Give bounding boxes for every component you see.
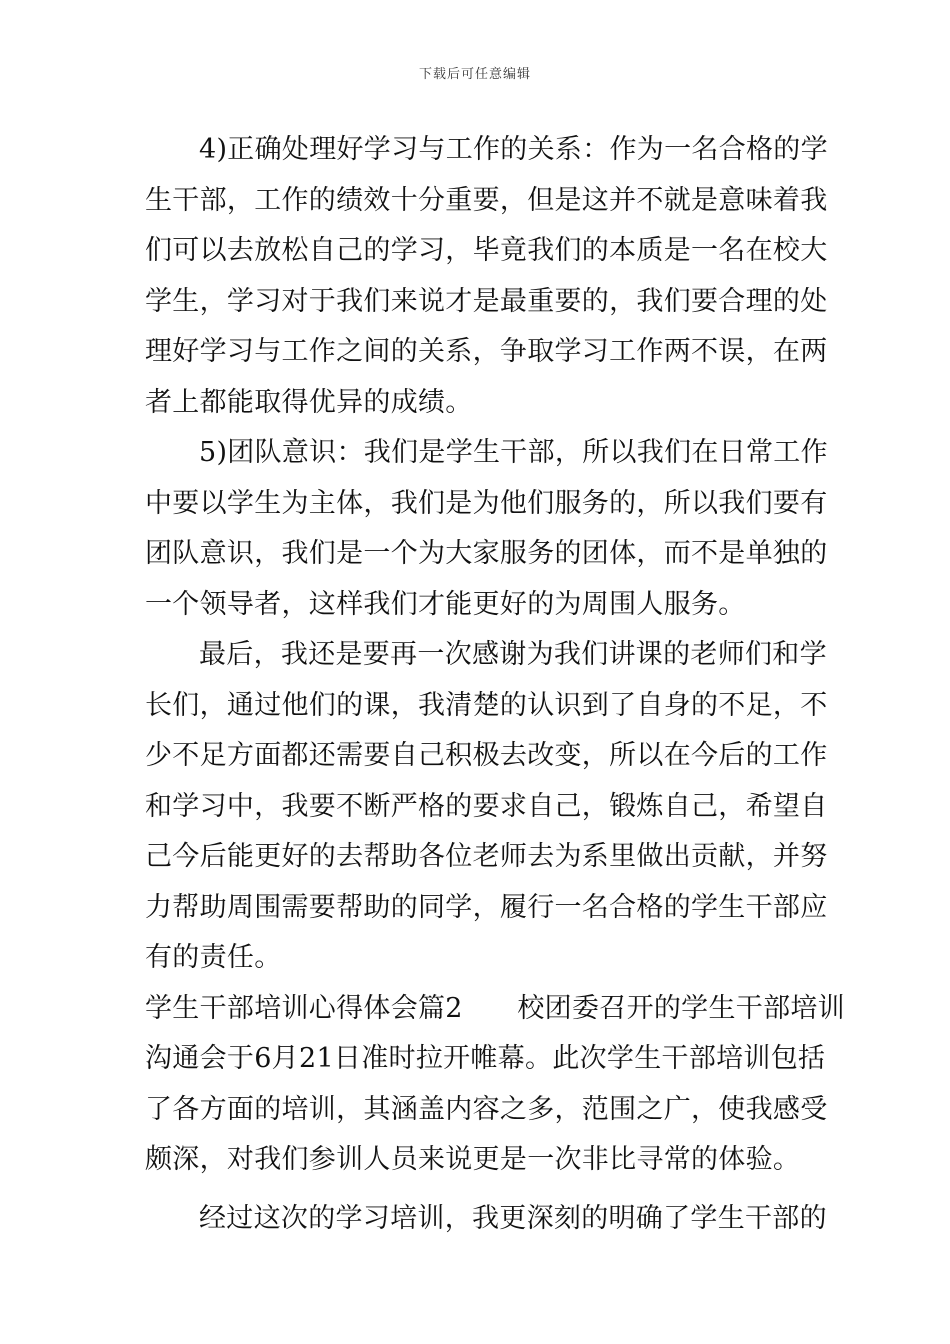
text-line: 们可以去放松自己的学习，毕竟我们的本质是一名在校大 xyxy=(145,235,828,266)
section-heading-line: 学生干部培训心得体会篇2 校团委召开的学生干部培训 xyxy=(145,992,845,1024)
text-line: 生干部，工作的绩效十分重要，但是这并不就是意味着我 xyxy=(145,184,828,216)
text-line: 最后，我还是要再一次感谢为我们讲课的老师们和学 xyxy=(199,639,827,670)
text-line: 学生，学习对于我们来说才是最重要的，我们要合理的处 xyxy=(145,285,828,317)
text-line: 少不足方面都还需要自己积极去改变，所以在今后的工作 xyxy=(145,740,828,771)
text-line: 团队意识，我们是一个为大家服务的团体，而不是单独的 xyxy=(145,538,828,569)
text-line: 一个领导者，这样我们才能更好的为周围人服务。 xyxy=(145,588,746,620)
document-body xyxy=(145,125,845,1244)
text-line: 己今后能更好的去帮助各位老师去为系里做出贡献，并努 xyxy=(145,841,828,872)
text-line: 者上都能取得优异的成绩。 xyxy=(145,386,473,418)
page-header: 下载后可任意编辑 xyxy=(418,67,531,82)
text-line: 中要以学生为主体，我们是为他们服务的，所以我们要有 xyxy=(145,487,828,519)
text-line: 5)团队意识：我们是学生干部，所以我们在日常工作 xyxy=(199,437,828,468)
text-line: 了各方面的培训，其涵盖内容之多，范围之广，使我感受 xyxy=(145,1093,828,1125)
text-line: 长们，通过他们的课，我清楚的认识到了自身的不足，不 xyxy=(145,689,828,721)
text-line: 和学习中，我要不断严格的要求自己，锻炼自己，希望自 xyxy=(145,790,828,822)
text-line: 沟通会于6月21日准时拉开帷幕。此次学生干部培训包括 xyxy=(145,1043,826,1074)
text-line: 力帮助周围需要帮助的同学，履行一名合格的学生干部应 xyxy=(145,891,828,923)
text-line: 4)正确处理好学习与工作的关系：作为一名合格的学 xyxy=(199,134,828,165)
text-line: 颇深，对我们参训人员来说更是一次非比寻常的体验。 xyxy=(145,1144,801,1175)
paragraph-gap xyxy=(145,1186,810,1194)
text-line: 有的责任。 xyxy=(145,942,282,973)
text-line: 理好学习与工作之间的关系，争取学习工作两不误，在两 xyxy=(145,336,828,367)
text-line: 经过这次的学习培训，我更深刻的明确了学生干部的 xyxy=(199,1202,827,1234)
